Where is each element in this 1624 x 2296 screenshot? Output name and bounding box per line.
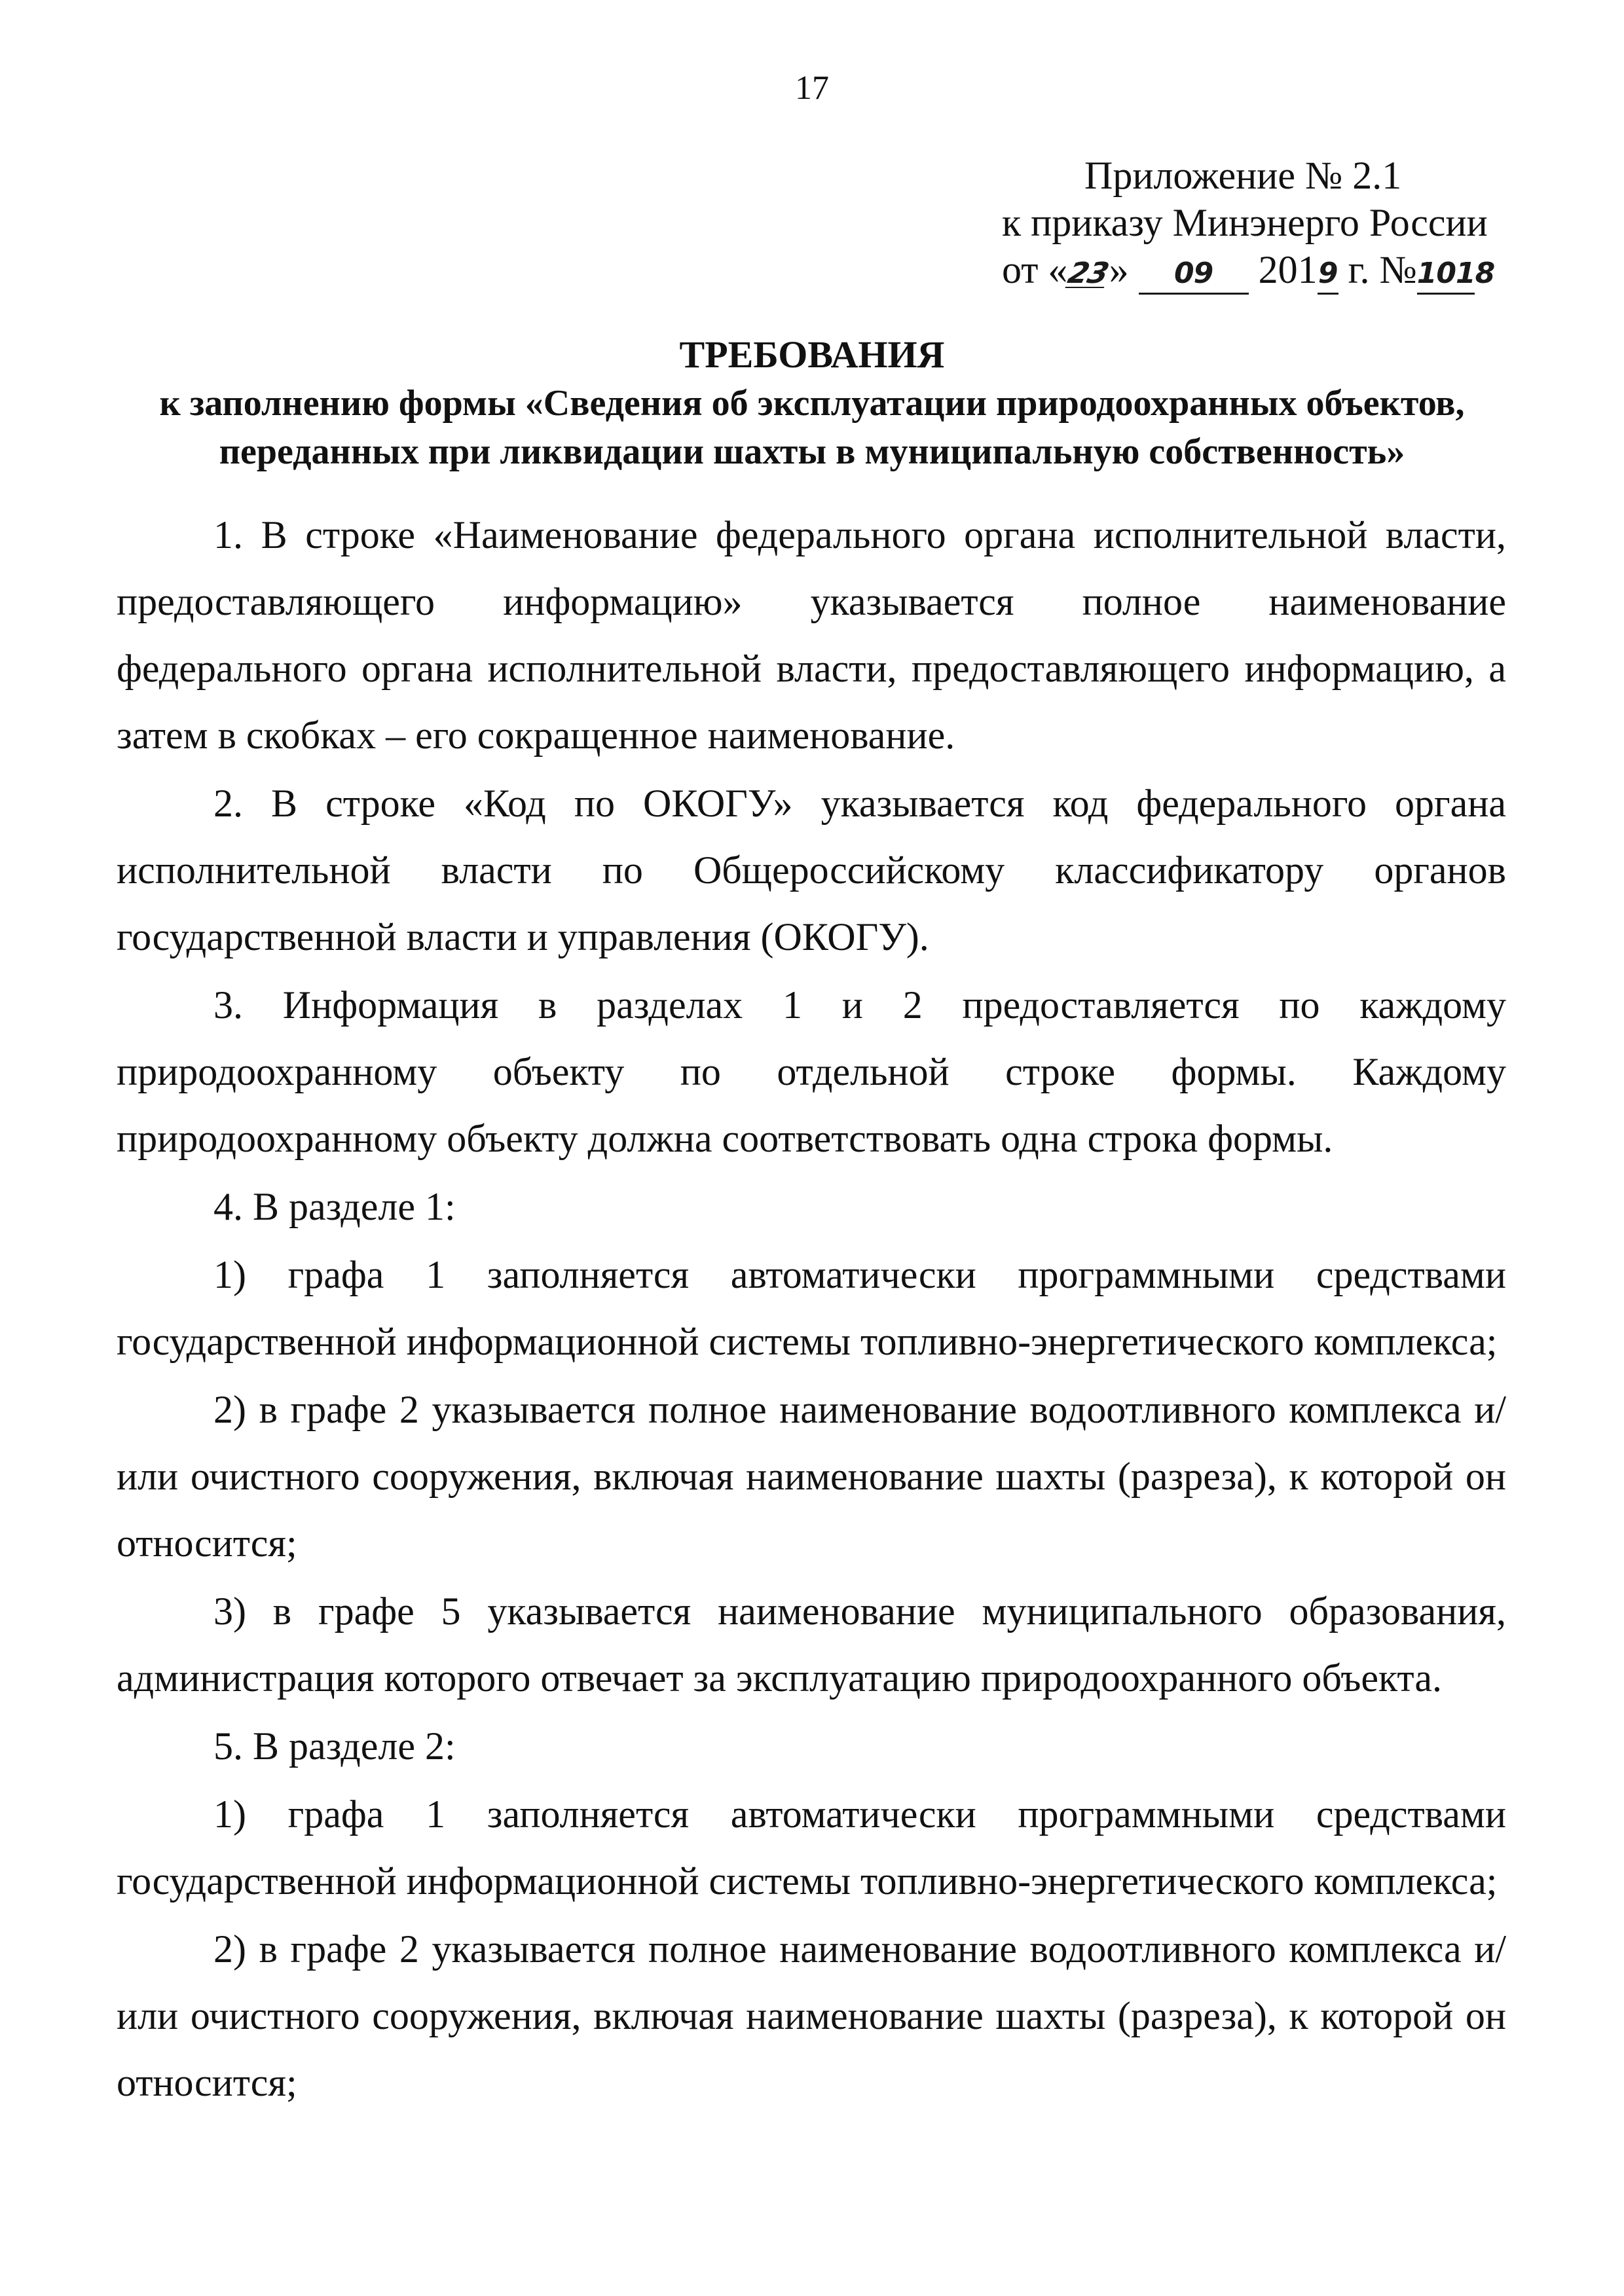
title-main: ТРЕБОВАНИЯ	[679, 333, 945, 376]
paragraph-1: 1. В строке «Наименование федерального органа исполнительной власти, предоставляющего информацию» указывается полное наименование федерального органа исполнительной власти, предоставляющего информацию, а затем в скобках – его сокращенное наименование.	[117, 513, 1506, 757]
paragraph-2: 2. В строке «Код по ОКОГУ» указывается код федерального органа исполнительной власти по Общероссийскому классификатору органов государственной власти и управления (ОКОГУ).	[117, 782, 1506, 958]
paragraph-5-heading: 5. В разделе 2:	[213, 1724, 456, 1768]
paragraph-4-heading: 4. В разделе 1:	[213, 1185, 456, 1228]
paragraph-5-item-1: 1) графа 1 заполняется автоматически программными средствами государственной информационной системы топливно-энергетического комплекса;	[117, 1793, 1506, 1903]
appendix-order-date-number	[923, 246, 1513, 297]
year-field	[1318, 251, 1338, 295]
title-subtitle: к заполнению формы «Сведения об эксплуатации природоохранных объектов, переданных при ликвидации шахты в муниципальную собственность»	[159, 383, 1465, 472]
handwritten-month: 09	[1174, 257, 1213, 290]
appendix-order-reference: к приказу Минэнерго России	[1002, 201, 1488, 244]
handwritten-day: 23	[1065, 257, 1113, 290]
paragraph-4-item-1: 1) графа 1 заполняется автоматически программными средствами государственной информационной системы топливно-энергетического комплекса;	[117, 1253, 1506, 1363]
document-body	[117, 501, 1506, 2116]
year-prefix: 201	[1258, 248, 1318, 291]
month-field	[1139, 251, 1249, 295]
appendix-header	[923, 152, 1513, 297]
document-title	[98, 331, 1526, 476]
handwritten-year-digit: 9	[1318, 257, 1338, 290]
order-number-prefix: г. №	[1338, 248, 1417, 291]
paragraph-3: 3. Информация в разделах 1 и 2 предоставляется по каждому природоохранному объекту по отдельной строке формы. Каждому природоохранному объекту должна соответствовать одна строка формы.	[117, 983, 1506, 1160]
appendix-title: Приложение № 2.1	[1084, 154, 1402, 197]
paragraph-5-item-2: 2) в графе 2 указывается полное наименование водоотливного комплекса и/или очистного сооружения, включая наименование шахты (разреза), к которой он относится;	[117, 1927, 1506, 2104]
date-prefix: от «	[1002, 248, 1068, 291]
paragraph-4-item-2: 2) в графе 2 указывается полное наименование водоотливного комплекса и/или очистного сооружения, включая наименование шахты (разреза), к которой он относится;	[117, 1388, 1506, 1565]
order-number-field	[1416, 251, 1495, 295]
date-quote-close: »	[1109, 248, 1129, 291]
handwritten-order-number: 1018	[1416, 257, 1495, 290]
page-number: 17	[795, 69, 829, 107]
paragraph-4-item-3: 3) в графе 5 указывается наименование муниципального образования, администрация которого отвечает за эксплуатацию природоохранного объекта.	[117, 1590, 1506, 1700]
